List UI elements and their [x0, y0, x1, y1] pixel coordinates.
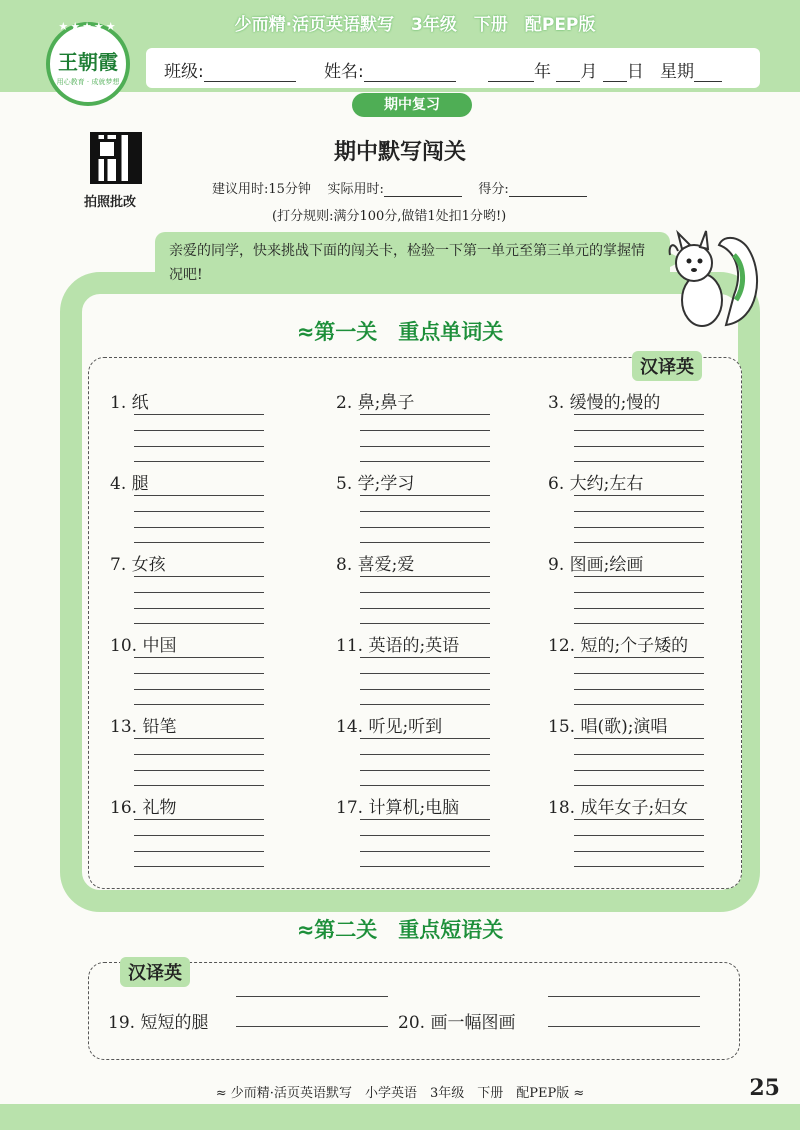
answer-line[interactable] — [360, 542, 490, 543]
publisher-logo — [46, 22, 130, 106]
word-item-2: 2. 鼻;鼻子 — [336, 393, 415, 413]
answer-line[interactable] — [236, 996, 388, 997]
answer-line[interactable] — [134, 461, 264, 462]
answer-line[interactable] — [360, 608, 490, 609]
answer-line[interactable] — [360, 673, 490, 674]
answer-line[interactable] — [574, 542, 704, 543]
date-field — [488, 57, 722, 82]
suggested-time: 建议用时:15分钟 — [212, 182, 311, 197]
stars-icon: ★★★★★ — [58, 20, 118, 33]
answer-line[interactable] — [574, 835, 704, 836]
answer-line[interactable] — [134, 623, 264, 624]
section1-heading — [0, 316, 800, 346]
answer-line[interactable] — [134, 738, 264, 739]
answer-line[interactable] — [360, 657, 490, 658]
answer-line[interactable] — [574, 414, 704, 415]
answer-line[interactable] — [134, 689, 264, 690]
answer-line[interactable] — [134, 414, 264, 415]
answer-line[interactable] — [548, 1026, 700, 1027]
speech-bubble: 亲爱的同学，快来挑战下面的闯关卡，检验一下第一单元至第三单元的掌握情况吧! — [155, 232, 670, 294]
word-item-4: 4. 腿 — [110, 474, 149, 494]
answer-line[interactable] — [574, 689, 704, 690]
answer-line[interactable] — [360, 511, 490, 512]
page-number: 25 — [749, 1075, 780, 1101]
footer-text: ≈ 少而精·活页英语默写 小学英语 3年级 下册 配PEP版 ≈ — [215, 1086, 585, 1101]
answer-line[interactable] — [574, 785, 704, 786]
year-label: 年 — [534, 62, 551, 82]
answer-line[interactable] — [574, 819, 704, 820]
answer-line[interactable] — [574, 527, 704, 528]
answer-line[interactable] — [134, 657, 264, 658]
answer-line[interactable] — [134, 704, 264, 705]
answer-line[interactable] — [360, 835, 490, 836]
word-item-3: 3. 缓慢的;慢的 — [548, 393, 661, 413]
scoring-rule: (打分规则:满分100分,做错1处扣1分哟!) — [272, 209, 507, 224]
answer-line[interactable] — [134, 835, 264, 836]
day-label: 日 — [626, 62, 644, 82]
word-item-7: 7. 女孩 — [110, 555, 166, 575]
answer-line[interactable] — [574, 461, 704, 462]
weekday-blank[interactable] — [694, 62, 722, 82]
timing-line — [212, 178, 587, 197]
answer-line[interactable] — [360, 738, 490, 739]
answer-line[interactable] — [574, 446, 704, 447]
answer-line[interactable] — [134, 527, 264, 528]
word-item-12: 12. 短的;个子矮的 — [548, 636, 689, 656]
answer-line[interactable] — [134, 446, 264, 447]
answer-line[interactable] — [134, 430, 264, 431]
answer-line[interactable] — [360, 527, 490, 528]
name-blank[interactable] — [364, 62, 456, 82]
answer-line[interactable] — [134, 511, 264, 512]
word-item-11: 11. 英语的;英语 — [336, 636, 460, 656]
answer-line[interactable] — [574, 754, 704, 755]
answer-line[interactable] — [360, 851, 490, 852]
score-blank[interactable] — [509, 181, 587, 197]
answer-line[interactable] — [134, 542, 264, 543]
answer-line[interactable] — [360, 446, 490, 447]
class-label: 班级: — [164, 62, 204, 82]
answer-line[interactable] — [360, 689, 490, 690]
word-item-10: 10. 中国 — [110, 636, 177, 656]
answer-line[interactable] — [134, 608, 264, 609]
answer-line[interactable] — [574, 623, 704, 624]
actual-time-blank[interactable] — [384, 181, 462, 197]
answer-line[interactable] — [574, 511, 704, 512]
answer-line[interactable] — [574, 851, 704, 852]
word-item-5: 5. 学;学习 — [336, 474, 415, 494]
phrase-item-20: 20. 画一幅图画 — [398, 1013, 516, 1033]
score-label: 得分: — [478, 182, 509, 197]
answer-line[interactable] — [574, 704, 704, 705]
answer-line[interactable] — [574, 657, 704, 658]
word-item-18: 18. 成年女子;妇女 — [548, 798, 689, 818]
month-blank[interactable] — [556, 62, 580, 82]
section2-heading — [0, 914, 800, 944]
answer-line[interactable] — [574, 770, 704, 771]
answer-line[interactable] — [360, 430, 490, 431]
section1-heading-text: ≈第一关 重点单词关 — [287, 320, 514, 344]
answer-line[interactable] — [360, 819, 490, 820]
word-item-9: 9. 图画;绘画 — [548, 555, 644, 575]
answer-line[interactable] — [134, 592, 264, 593]
answer-line[interactable] — [574, 738, 704, 739]
word-item-1: 1. 纸 — [110, 393, 149, 413]
answer-line[interactable] — [360, 785, 490, 786]
section2-heading-text: ≈第二关 重点短语关 — [287, 918, 514, 942]
word-item-15: 15. 唱(歌);演唱 — [548, 717, 668, 737]
answer-line[interactable] — [574, 673, 704, 674]
section-tag: 期中复习 — [352, 93, 472, 117]
answer-line[interactable] — [574, 576, 704, 577]
answer-line[interactable] — [134, 785, 264, 786]
class-blank[interactable] — [204, 62, 296, 82]
month-label: 月 — [580, 62, 598, 82]
section1-tag: 汉译英 — [632, 351, 702, 381]
name-label: 姓名: — [324, 62, 364, 82]
word-item-17: 17. 计算机;电脑 — [336, 798, 460, 818]
word-item-13: 13. 铅笔 — [110, 717, 177, 737]
word-item-6: 6. 大约;左右 — [548, 474, 644, 494]
day-blank[interactable] — [603, 62, 627, 82]
answer-line[interactable] — [134, 851, 264, 852]
qr-label: 拍照批改 — [84, 195, 137, 210]
word-item-14: 14. 听见;听到 — [336, 717, 443, 737]
answer-line[interactable] — [574, 592, 704, 593]
answer-line[interactable] — [134, 770, 264, 771]
logo-text: 王朝霞 — [58, 50, 118, 74]
answer-line[interactable] — [360, 495, 490, 496]
bottom-band — [0, 1104, 800, 1130]
name-field — [324, 57, 456, 82]
answer-line[interactable] — [134, 576, 264, 577]
logo-subtext: 用心教育 · 成就梦想 — [56, 78, 120, 86]
answer-line[interactable] — [360, 770, 490, 771]
phrase-item-19: 19. 短短的腿 — [108, 1013, 209, 1033]
answer-line[interactable] — [134, 495, 264, 496]
answer-line[interactable] — [134, 673, 264, 674]
student-info-box — [146, 48, 760, 88]
answer-line[interactable] — [360, 866, 490, 867]
answer-line[interactable] — [360, 704, 490, 705]
answer-line[interactable] — [360, 414, 490, 415]
weekday-label: 星期 — [660, 62, 695, 82]
answer-line[interactable] — [360, 754, 490, 755]
answer-line[interactable] — [548, 996, 700, 997]
answer-line[interactable] — [360, 623, 490, 624]
answer-line[interactable] — [134, 866, 264, 867]
section2-tag: 汉译英 — [120, 957, 190, 987]
word-item-8: 8. 喜爱;爱 — [336, 555, 415, 575]
answer-line[interactable] — [574, 608, 704, 609]
answer-line[interactable] — [360, 461, 490, 462]
page-title: 期中默写闯关 — [333, 140, 466, 165]
answer-line[interactable] — [134, 754, 264, 755]
answer-line[interactable] — [360, 576, 490, 577]
answer-line[interactable] — [574, 866, 704, 867]
year-blank[interactable] — [488, 62, 534, 82]
answer-line[interactable] — [134, 819, 264, 820]
class-field — [164, 57, 296, 82]
answer-line[interactable] — [574, 495, 704, 496]
series-title: 少而精·活页英语默写 3年级 下册 配PEP版 — [234, 15, 596, 35]
actual-time-label: 实际用时: — [327, 182, 384, 197]
answer-line[interactable] — [236, 1026, 388, 1027]
answer-line[interactable] — [360, 592, 490, 593]
answer-line[interactable] — [574, 430, 704, 431]
word-item-16: 16. 礼物 — [110, 798, 177, 818]
